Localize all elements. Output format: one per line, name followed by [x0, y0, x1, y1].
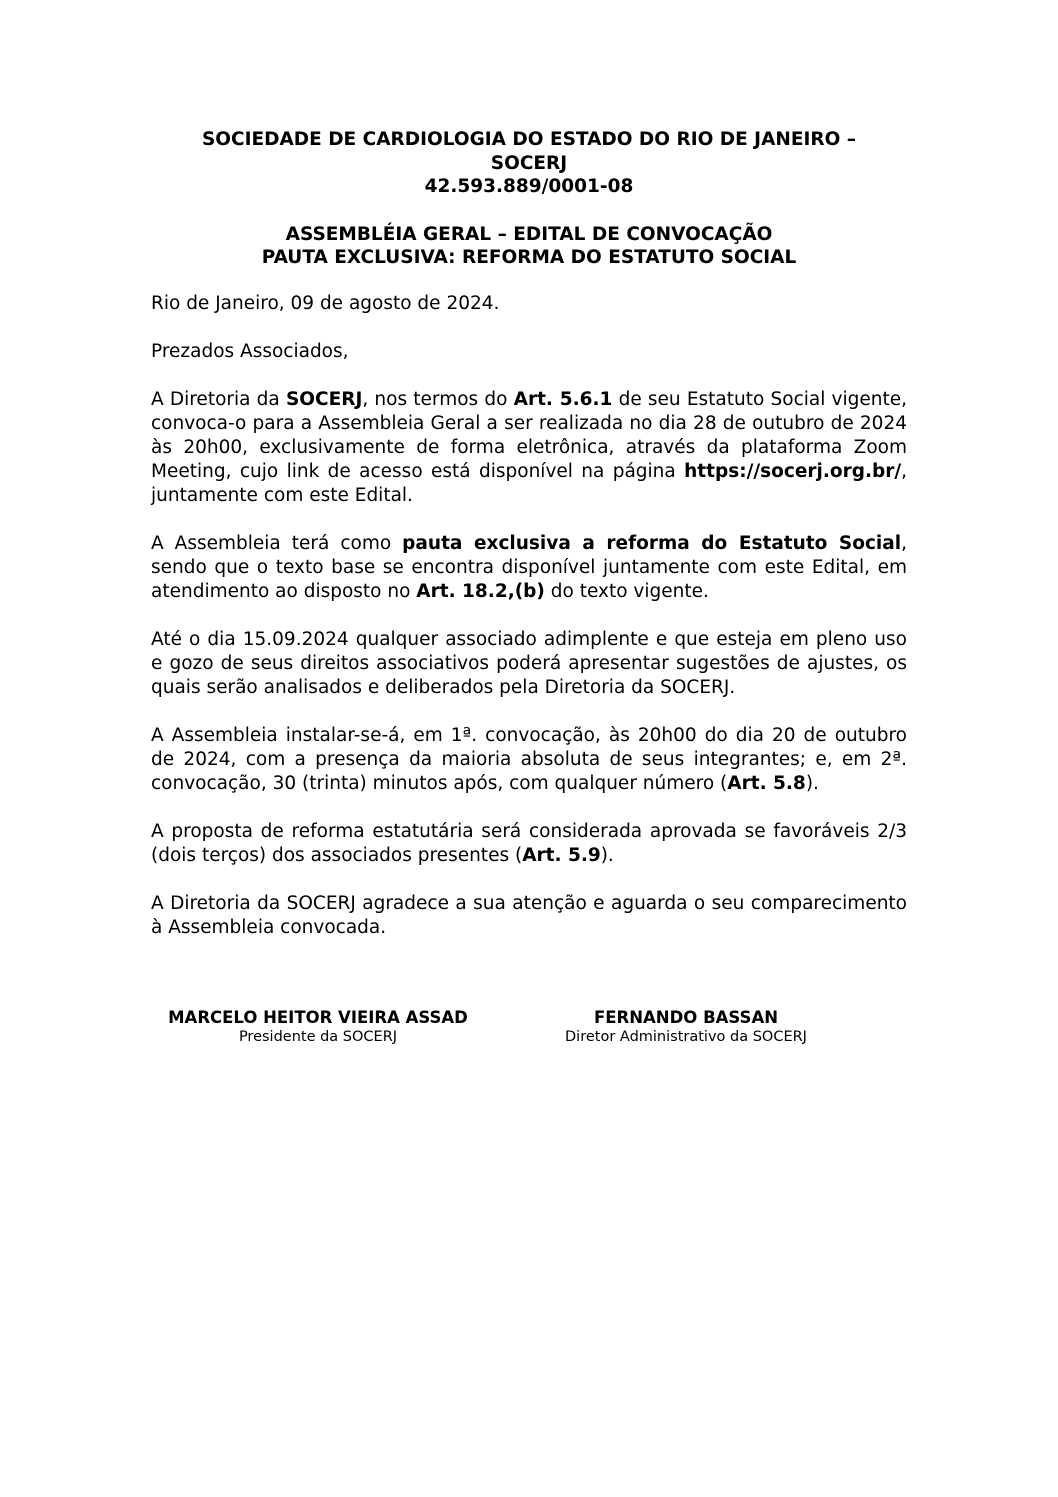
- signatory-name: MARCELO HEITOR VIEIRA ASSAD: [168, 1008, 468, 1027]
- document-subtitle: PAUTA EXCLUSIVA: REFORMA DO ESTATUTO SOCIAL: [261, 247, 797, 268]
- paragraph-convocation: A Diretoria da SOCERJ, nos termos do Art. 5.6.1 de seu Estatuto Social vigente, convoca-o para a Assembleia Geral a ser realizada no dia 28 de outubro de 2024 às 20h00, exclusivamente de forma eletrônica, através da plataforma Zoom Meeting, cujo link de acesso está disponível na página https://socerj.org.br/, juntamente com este Edital.: [151, 389, 907, 506]
- signature-administrative-director: [545, 1007, 827, 1047]
- socerj-bold: SOCERJ: [285, 389, 363, 410]
- paragraph-approval: A proposta de reforma estatutária será considerada aprovada se favoráveis 2/3 (dois terços) dos associados presentes (Art. 5.9).: [151, 821, 907, 866]
- organization-name-line1: SOCIEDADE DE CARDIOLOGIA DO ESTADO DO RIO DE JANEIRO –: [201, 129, 857, 150]
- paragraph-suggestions: Até o dia 15.09.2024 qualquer associado adimplente e que esteja em pleno uso e gozo de seus direitos associativos poderá apresentar sugestões de ajustes, os quais serão analisados e deliberados pela Diretoria da SOCERJ.: [151, 629, 907, 698]
- salutation: Prezados Associados,: [151, 341, 349, 362]
- paragraph-installation: A Assembleia instalar-se-á, em 1ª. convocação, às 20h00 do dia 20 de outubro de 2024, com a presença da maioria absoluta de seus integrantes; e, em 2ª. convocação, 30 (trinta) minutos após, com qualquer número (Art. 5.8).: [151, 725, 907, 794]
- document-title: ASSEMBLÉIA GERAL – EDITAL DE CONVOCAÇÃO: [285, 223, 773, 245]
- article-ref: Art. 5.8: [727, 773, 806, 794]
- organization-cnpj: 42.593.889/0001-08: [424, 176, 634, 197]
- agenda-bold: pauta exclusiva a reforma do Estatuto Social: [402, 533, 902, 554]
- letter-body: [151, 292, 907, 964]
- signature-president: [151, 1007, 485, 1047]
- article-ref: Art. 18.2,(b): [416, 581, 545, 602]
- article-ref: Art. 5.9: [522, 845, 601, 866]
- document-header: [151, 128, 907, 270]
- article-ref: Art. 5.6.1: [513, 389, 613, 410]
- date-line: Rio de Janeiro, 09 de agosto de 2024.: [151, 293, 500, 314]
- signatory-role: Diretor Administrativo da SOCERJ: [565, 1029, 807, 1045]
- paragraph-closing: A Diretoria da SOCERJ agradece a sua atenção e aguarda o seu comparecimento à Assembleia convocada.: [151, 893, 907, 938]
- organization-name-line2: SOCERJ: [490, 152, 568, 174]
- signatory-name: FERNANDO BASSAN: [593, 1008, 779, 1027]
- paragraph-agenda: A Assembleia terá como pauta exclusiva a reforma do Estatuto Social, sendo que o texto base se encontra disponível juntamente com este Edital, em atendimento ao disposto no Art. 18.2,(b) do texto vigente.: [151, 533, 907, 602]
- signatory-role: Presidente da SOCERJ: [238, 1029, 398, 1045]
- website-url: https://socerj.org.br/: [684, 461, 902, 482]
